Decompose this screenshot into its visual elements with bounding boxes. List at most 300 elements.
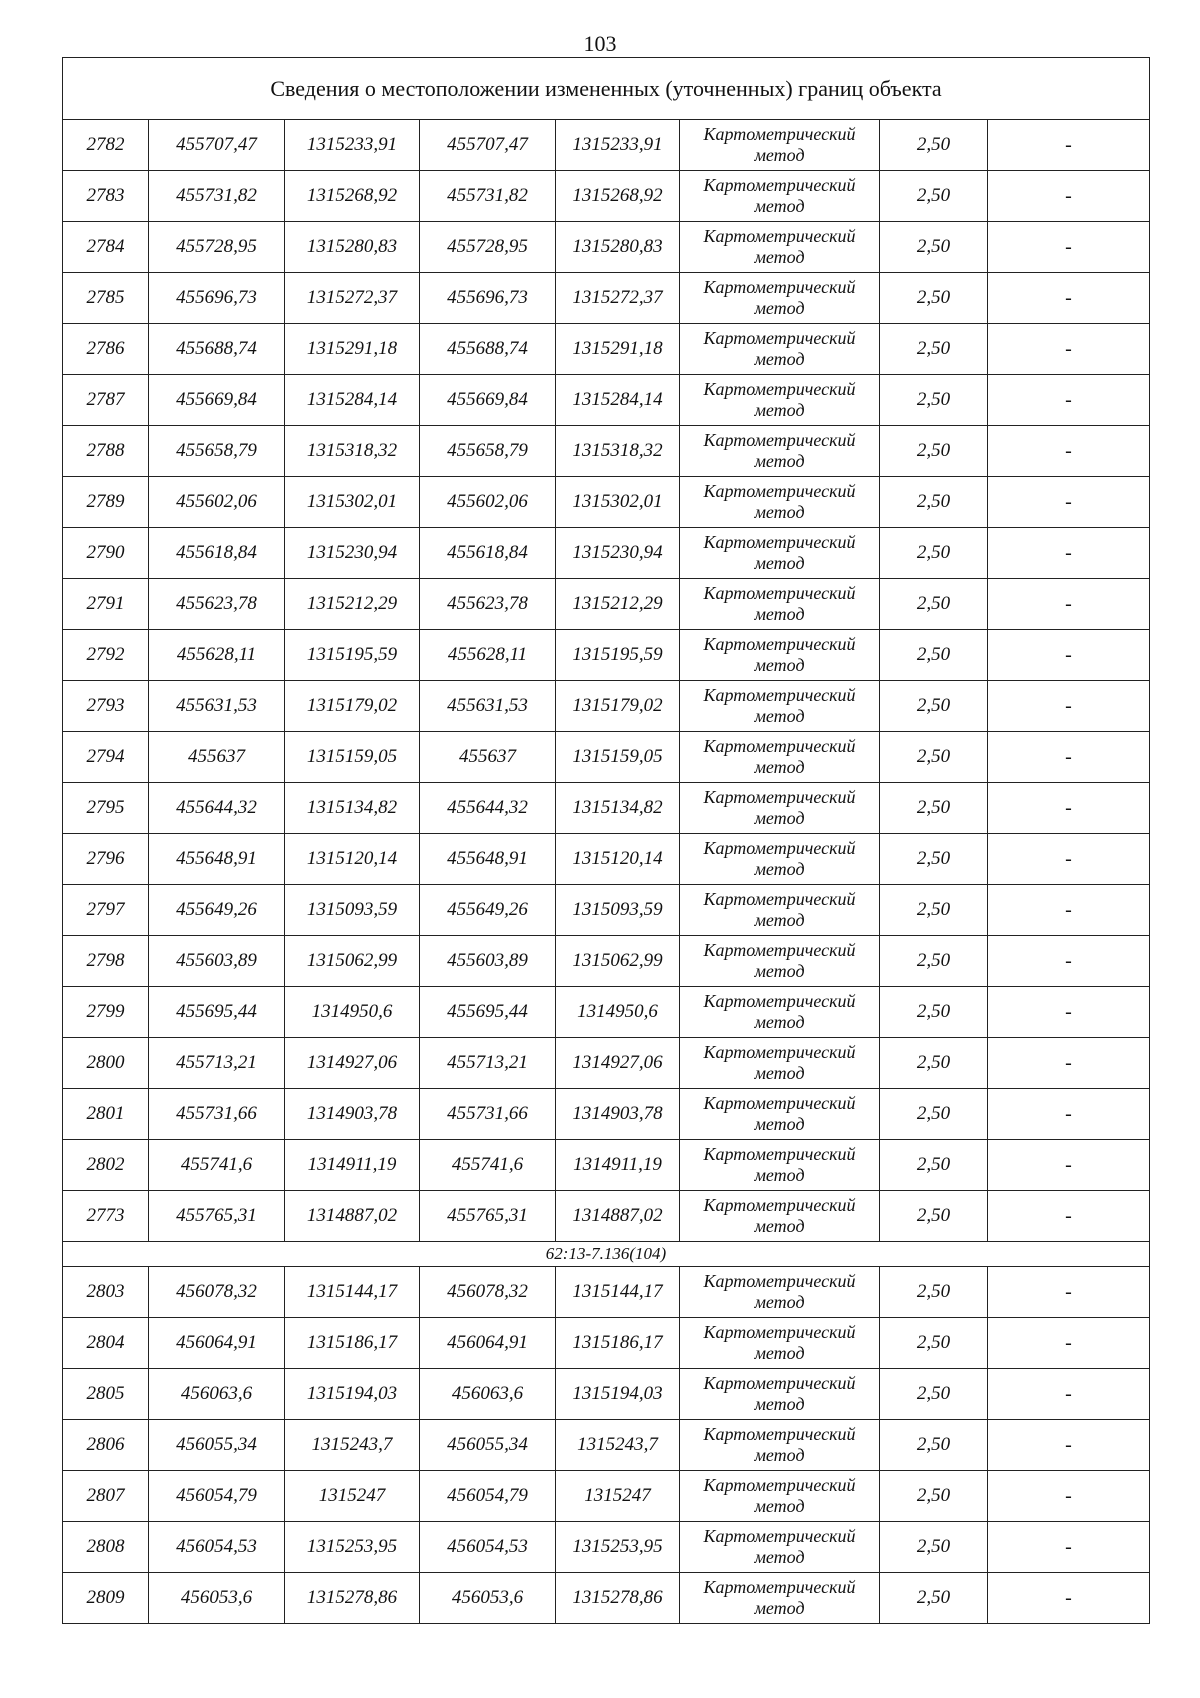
method-cell — [680, 528, 880, 579]
method-cell — [680, 1420, 880, 1471]
point-number-cell: 2787 — [63, 375, 149, 426]
point-number-cell: 2794 — [63, 732, 149, 783]
note-cell: - — [988, 222, 1150, 273]
boundary-coordinates-table — [62, 57, 1150, 1624]
y-existing-cell: 1315144,17 — [285, 1267, 420, 1318]
table-title-row — [63, 58, 1150, 120]
table-row — [63, 477, 1150, 528]
table-row — [63, 528, 1150, 579]
accuracy-cell: 2,50 — [880, 834, 988, 885]
accuracy-cell: 2,50 — [880, 477, 988, 528]
accuracy-cell: 2,50 — [880, 579, 988, 630]
point-number-cell: 2782 — [63, 120, 149, 171]
y-refined-cell: 1314950,6 — [556, 987, 680, 1038]
y-existing-cell: 1315212,29 — [285, 579, 420, 630]
method-cell — [680, 1191, 880, 1242]
point-number-cell: 2788 — [63, 426, 149, 477]
table-row — [63, 1038, 1150, 1089]
note-cell: - — [988, 1522, 1150, 1573]
method-line-1: Картометрический — [703, 1271, 856, 1291]
x-refined-cell: 455713,21 — [420, 1038, 556, 1089]
method-cell — [680, 1369, 880, 1420]
x-refined-cell: 455695,44 — [420, 987, 556, 1038]
method-line-1: Картометрический — [703, 736, 856, 756]
y-refined-cell: 1315280,83 — [556, 222, 680, 273]
x-refined-cell: 455618,84 — [420, 528, 556, 579]
table-row — [63, 579, 1150, 630]
x-existing-cell: 455628,11 — [149, 630, 285, 681]
x-existing-cell: 456054,79 — [149, 1471, 285, 1522]
method-line-1: Картометрический — [703, 1424, 856, 1444]
y-existing-cell: 1315195,59 — [285, 630, 420, 681]
x-refined-cell: 455696,73 — [420, 273, 556, 324]
method-line-2: метод — [754, 1114, 805, 1134]
y-existing-cell: 1315179,02 — [285, 681, 420, 732]
method-line-2: метод — [754, 1343, 805, 1363]
x-refined-cell: 455731,66 — [420, 1089, 556, 1140]
point-number-cell: 2784 — [63, 222, 149, 273]
y-refined-cell: 1315179,02 — [556, 681, 680, 732]
method-line-1: Картометрический — [703, 1042, 856, 1062]
method-line-2: метод — [754, 502, 805, 522]
method-line-2: метод — [754, 1445, 805, 1465]
note-cell: - — [988, 375, 1150, 426]
x-refined-cell: 455688,74 — [420, 324, 556, 375]
method-line-1: Картометрический — [703, 1322, 856, 1342]
method-line-2: метод — [754, 1547, 805, 1567]
y-existing-cell: 1315247 — [285, 1471, 420, 1522]
y-refined-cell: 1315247 — [556, 1471, 680, 1522]
method-cell — [680, 681, 880, 732]
method-cell — [680, 834, 880, 885]
note-cell: - — [988, 477, 1150, 528]
note-cell: - — [988, 630, 1150, 681]
table-row — [63, 1318, 1150, 1369]
method-line-2: метод — [754, 349, 805, 369]
method-line-1: Картометрический — [703, 1373, 856, 1393]
x-existing-cell: 455644,32 — [149, 783, 285, 834]
method-line-1: Картометрический — [703, 940, 856, 960]
point-number-cell: 2796 — [63, 834, 149, 885]
accuracy-cell: 2,50 — [880, 630, 988, 681]
y-refined-cell: 1315278,86 — [556, 1573, 680, 1624]
method-line-2: метод — [754, 961, 805, 981]
y-existing-cell: 1315268,92 — [285, 171, 420, 222]
method-cell — [680, 171, 880, 222]
accuracy-cell: 2,50 — [880, 1038, 988, 1089]
accuracy-cell: 2,50 — [880, 120, 988, 171]
x-existing-cell: 456055,34 — [149, 1420, 285, 1471]
y-refined-cell: 1315120,14 — [556, 834, 680, 885]
y-refined-cell: 1315062,99 — [556, 936, 680, 987]
x-refined-cell: 455648,91 — [420, 834, 556, 885]
y-existing-cell: 1315120,14 — [285, 834, 420, 885]
y-refined-cell: 1315302,01 — [556, 477, 680, 528]
method-line-1: Картометрический — [703, 1144, 856, 1164]
method-line-2: метод — [754, 298, 805, 318]
y-existing-cell: 1315272,37 — [285, 273, 420, 324]
y-refined-cell: 1315159,05 — [556, 732, 680, 783]
x-existing-cell: 456054,53 — [149, 1522, 285, 1573]
method-line-1: Картометрический — [703, 1195, 856, 1215]
method-line-2: метод — [754, 808, 805, 828]
accuracy-cell: 2,50 — [880, 1191, 988, 1242]
method-line-2: метод — [754, 451, 805, 471]
method-line-2: метод — [754, 1012, 805, 1032]
y-refined-cell: 1315243,7 — [556, 1420, 680, 1471]
note-cell: - — [988, 1038, 1150, 1089]
method-cell — [680, 885, 880, 936]
x-refined-cell: 456055,34 — [420, 1420, 556, 1471]
point-number-cell: 2804 — [63, 1318, 149, 1369]
accuracy-cell: 2,50 — [880, 936, 988, 987]
y-refined-cell: 1315233,91 — [556, 120, 680, 171]
method-line-1: Картометрический — [703, 1577, 856, 1597]
method-cell — [680, 579, 880, 630]
y-refined-cell: 1314911,19 — [556, 1140, 680, 1191]
x-existing-cell: 455618,84 — [149, 528, 285, 579]
note-cell: - — [988, 1140, 1150, 1191]
method-line-2: метод — [754, 910, 805, 930]
y-existing-cell: 1315194,03 — [285, 1369, 420, 1420]
note-cell: - — [988, 528, 1150, 579]
table-row — [63, 1191, 1150, 1242]
table-row — [63, 681, 1150, 732]
method-cell — [680, 1318, 880, 1369]
table-row — [63, 987, 1150, 1038]
table-row — [63, 1573, 1150, 1624]
x-existing-cell: 455731,82 — [149, 171, 285, 222]
note-cell: - — [988, 171, 1150, 222]
y-existing-cell: 1314887,02 — [285, 1191, 420, 1242]
note-cell: - — [988, 1369, 1150, 1420]
point-number-cell: 2799 — [63, 987, 149, 1038]
method-line-2: метод — [754, 859, 805, 879]
point-number-cell: 2793 — [63, 681, 149, 732]
point-number-cell: 2789 — [63, 477, 149, 528]
method-cell — [680, 222, 880, 273]
accuracy-cell: 2,50 — [880, 222, 988, 273]
point-number-cell: 2801 — [63, 1089, 149, 1140]
accuracy-cell: 2,50 — [880, 1318, 988, 1369]
section-label: 62:13-7.136(104) — [63, 1242, 1150, 1267]
y-existing-cell: 1315093,59 — [285, 885, 420, 936]
accuracy-cell: 2,50 — [880, 732, 988, 783]
method-line-1: Картометрический — [703, 277, 856, 297]
x-refined-cell: 456064,91 — [420, 1318, 556, 1369]
x-refined-cell: 455602,06 — [420, 477, 556, 528]
accuracy-cell: 2,50 — [880, 1420, 988, 1471]
x-existing-cell: 455741,6 — [149, 1140, 285, 1191]
x-existing-cell: 455707,47 — [149, 120, 285, 171]
y-existing-cell: 1314950,6 — [285, 987, 420, 1038]
y-refined-cell: 1315291,18 — [556, 324, 680, 375]
x-existing-cell: 455631,53 — [149, 681, 285, 732]
x-existing-cell: 455728,95 — [149, 222, 285, 273]
y-existing-cell: 1314911,19 — [285, 1140, 420, 1191]
accuracy-cell: 2,50 — [880, 426, 988, 477]
point-number-cell: 2805 — [63, 1369, 149, 1420]
point-number-cell: 2795 — [63, 783, 149, 834]
table-row — [63, 120, 1150, 171]
method-line-1: Картометрический — [703, 175, 856, 195]
point-number-cell: 2792 — [63, 630, 149, 681]
y-existing-cell: 1315291,18 — [285, 324, 420, 375]
accuracy-cell: 2,50 — [880, 1267, 988, 1318]
method-line-1: Картометрический — [703, 1475, 856, 1495]
x-existing-cell: 455602,06 — [149, 477, 285, 528]
note-cell: - — [988, 987, 1150, 1038]
method-line-1: Картометрический — [703, 1093, 856, 1113]
method-line-1: Картометрический — [703, 379, 856, 399]
accuracy-cell: 2,50 — [880, 1369, 988, 1420]
x-refined-cell: 455637 — [420, 732, 556, 783]
method-cell — [680, 426, 880, 477]
table-row — [63, 171, 1150, 222]
point-number-cell: 2807 — [63, 1471, 149, 1522]
accuracy-cell: 2,50 — [880, 324, 988, 375]
method-line-1: Картометрический — [703, 838, 856, 858]
method-line-2: метод — [754, 1063, 805, 1083]
x-refined-cell: 456078,32 — [420, 1267, 556, 1318]
table-row — [63, 324, 1150, 375]
method-cell — [680, 477, 880, 528]
x-refined-cell: 455669,84 — [420, 375, 556, 426]
method-line-1: Картометрический — [703, 991, 856, 1011]
y-existing-cell: 1315159,05 — [285, 732, 420, 783]
x-refined-cell: 456053,6 — [420, 1573, 556, 1624]
method-line-2: метод — [754, 400, 805, 420]
x-refined-cell: 456054,79 — [420, 1471, 556, 1522]
accuracy-cell: 2,50 — [880, 1089, 988, 1140]
method-line-1: Картометрический — [703, 481, 856, 501]
y-refined-cell: 1315253,95 — [556, 1522, 680, 1573]
note-cell: - — [988, 1573, 1150, 1624]
method-cell — [680, 1267, 880, 1318]
table-row — [63, 273, 1150, 324]
y-refined-cell: 1315272,37 — [556, 273, 680, 324]
method-line-2: метод — [754, 1165, 805, 1185]
method-cell — [680, 324, 880, 375]
accuracy-cell: 2,50 — [880, 885, 988, 936]
x-existing-cell: 455658,79 — [149, 426, 285, 477]
x-refined-cell: 455741,6 — [420, 1140, 556, 1191]
note-cell: - — [988, 1089, 1150, 1140]
x-existing-cell: 455696,73 — [149, 273, 285, 324]
x-existing-cell: 456078,32 — [149, 1267, 285, 1318]
y-existing-cell: 1314903,78 — [285, 1089, 420, 1140]
method-cell — [680, 1522, 880, 1573]
x-refined-cell: 455644,32 — [420, 783, 556, 834]
y-existing-cell: 1315318,32 — [285, 426, 420, 477]
table-row — [63, 426, 1150, 477]
method-cell — [680, 936, 880, 987]
table-title: Сведения о местоположении измененных (уточненных) границ объекта — [63, 58, 1150, 120]
accuracy-cell: 2,50 — [880, 783, 988, 834]
note-cell: - — [988, 834, 1150, 885]
point-number-cell: 2790 — [63, 528, 149, 579]
x-refined-cell: 456054,53 — [420, 1522, 556, 1573]
accuracy-cell: 2,50 — [880, 273, 988, 324]
x-refined-cell: 455731,82 — [420, 171, 556, 222]
table-row — [63, 1140, 1150, 1191]
y-existing-cell: 1315302,01 — [285, 477, 420, 528]
x-existing-cell: 455713,21 — [149, 1038, 285, 1089]
x-refined-cell: 455623,78 — [420, 579, 556, 630]
table-row — [63, 885, 1150, 936]
table-row — [63, 936, 1150, 987]
accuracy-cell: 2,50 — [880, 681, 988, 732]
method-line-1: Картометрический — [703, 889, 856, 909]
x-existing-cell: 456053,6 — [149, 1573, 285, 1624]
table-row — [63, 783, 1150, 834]
x-refined-cell: 455603,89 — [420, 936, 556, 987]
method-line-2: метод — [754, 145, 805, 165]
method-line-2: метод — [754, 604, 805, 624]
y-refined-cell: 1315230,94 — [556, 528, 680, 579]
note-cell: - — [988, 579, 1150, 630]
point-number-cell: 2773 — [63, 1191, 149, 1242]
page-number: 103 — [583, 31, 617, 56]
point-number-cell: 2806 — [63, 1420, 149, 1471]
y-existing-cell: 1314927,06 — [285, 1038, 420, 1089]
method-cell — [680, 783, 880, 834]
table-row — [63, 1089, 1150, 1140]
method-line-1: Картометрический — [703, 634, 856, 654]
table-row — [63, 222, 1150, 273]
y-existing-cell: 1315253,95 — [285, 1522, 420, 1573]
y-refined-cell: 1315268,92 — [556, 171, 680, 222]
accuracy-cell: 2,50 — [880, 171, 988, 222]
note-cell: - — [988, 783, 1150, 834]
x-refined-cell: 455728,95 — [420, 222, 556, 273]
method-line-1: Картометрический — [703, 226, 856, 246]
note-cell: - — [988, 1318, 1150, 1369]
point-number-cell: 2791 — [63, 579, 149, 630]
method-line-2: метод — [754, 1292, 805, 1312]
method-cell — [680, 630, 880, 681]
y-existing-cell: 1315186,17 — [285, 1318, 420, 1369]
y-refined-cell: 1315144,17 — [556, 1267, 680, 1318]
method-cell — [680, 120, 880, 171]
y-existing-cell: 1315062,99 — [285, 936, 420, 987]
method-line-1: Картометрический — [703, 124, 856, 144]
method-line-2: метод — [754, 1496, 805, 1516]
method-cell — [680, 1573, 880, 1624]
x-refined-cell: 455631,53 — [420, 681, 556, 732]
point-number-cell: 2798 — [63, 936, 149, 987]
method-line-1: Картометрический — [703, 1526, 856, 1546]
accuracy-cell: 2,50 — [880, 1573, 988, 1624]
table-row — [63, 834, 1150, 885]
x-existing-cell: 455603,89 — [149, 936, 285, 987]
x-existing-cell: 455765,31 — [149, 1191, 285, 1242]
method-line-1: Картометрический — [703, 328, 856, 348]
table-row — [63, 630, 1150, 681]
table-row — [63, 1471, 1150, 1522]
method-line-2: метод — [754, 1598, 805, 1618]
method-cell — [680, 732, 880, 783]
method-line-1: Картометрический — [703, 430, 856, 450]
table-row — [63, 1522, 1150, 1573]
y-existing-cell: 1315284,14 — [285, 375, 420, 426]
x-existing-cell: 456064,91 — [149, 1318, 285, 1369]
method-cell — [680, 1140, 880, 1191]
table-row — [63, 1369, 1150, 1420]
x-existing-cell: 455623,78 — [149, 579, 285, 630]
table-row — [63, 1420, 1150, 1471]
note-cell: - — [988, 681, 1150, 732]
y-refined-cell: 1315284,14 — [556, 375, 680, 426]
y-refined-cell: 1314903,78 — [556, 1089, 680, 1140]
x-refined-cell: 455707,47 — [420, 120, 556, 171]
y-refined-cell: 1315318,32 — [556, 426, 680, 477]
point-number-cell: 2786 — [63, 324, 149, 375]
method-line-2: метод — [754, 196, 805, 216]
method-line-2: метод — [754, 1394, 805, 1414]
method-cell — [680, 273, 880, 324]
method-cell — [680, 987, 880, 1038]
point-number-cell: 2800 — [63, 1038, 149, 1089]
y-refined-cell: 1315134,82 — [556, 783, 680, 834]
x-refined-cell: 455765,31 — [420, 1191, 556, 1242]
y-existing-cell: 1315230,94 — [285, 528, 420, 579]
point-number-cell: 2808 — [63, 1522, 149, 1573]
note-cell: - — [988, 936, 1150, 987]
note-cell: - — [988, 324, 1150, 375]
y-refined-cell: 1315186,17 — [556, 1318, 680, 1369]
y-existing-cell: 1315243,7 — [285, 1420, 420, 1471]
y-existing-cell: 1315134,82 — [285, 783, 420, 834]
method-line-2: метод — [754, 247, 805, 267]
note-cell: - — [988, 1471, 1150, 1522]
note-cell: - — [988, 732, 1150, 783]
point-number-cell: 2803 — [63, 1267, 149, 1318]
method-line-1: Картометрический — [703, 787, 856, 807]
point-number-cell: 2783 — [63, 171, 149, 222]
y-existing-cell: 1315233,91 — [285, 120, 420, 171]
y-refined-cell: 1315093,59 — [556, 885, 680, 936]
x-refined-cell: 455628,11 — [420, 630, 556, 681]
y-refined-cell: 1315212,29 — [556, 579, 680, 630]
x-existing-cell: 455649,26 — [149, 885, 285, 936]
table-row — [63, 1267, 1150, 1318]
section-row — [63, 1242, 1150, 1267]
x-existing-cell: 456063,6 — [149, 1369, 285, 1420]
method-cell — [680, 1089, 880, 1140]
method-line-2: метод — [754, 1216, 805, 1236]
method-line-1: Картометрический — [703, 532, 856, 552]
method-line-2: метод — [754, 757, 805, 777]
x-existing-cell: 455669,84 — [149, 375, 285, 426]
point-number-cell: 2802 — [63, 1140, 149, 1191]
accuracy-cell: 2,50 — [880, 1140, 988, 1191]
table-row — [63, 375, 1150, 426]
x-refined-cell: 455649,26 — [420, 885, 556, 936]
y-existing-cell: 1315278,86 — [285, 1573, 420, 1624]
method-line-1: Картометрический — [703, 583, 856, 603]
method-line-2: метод — [754, 553, 805, 573]
table-row — [63, 732, 1150, 783]
accuracy-cell: 2,50 — [880, 987, 988, 1038]
note-cell: - — [988, 120, 1150, 171]
note-cell: - — [988, 1191, 1150, 1242]
accuracy-cell: 2,50 — [880, 375, 988, 426]
x-refined-cell: 455658,79 — [420, 426, 556, 477]
x-existing-cell: 455637 — [149, 732, 285, 783]
y-refined-cell: 1314927,06 — [556, 1038, 680, 1089]
method-cell — [680, 1038, 880, 1089]
